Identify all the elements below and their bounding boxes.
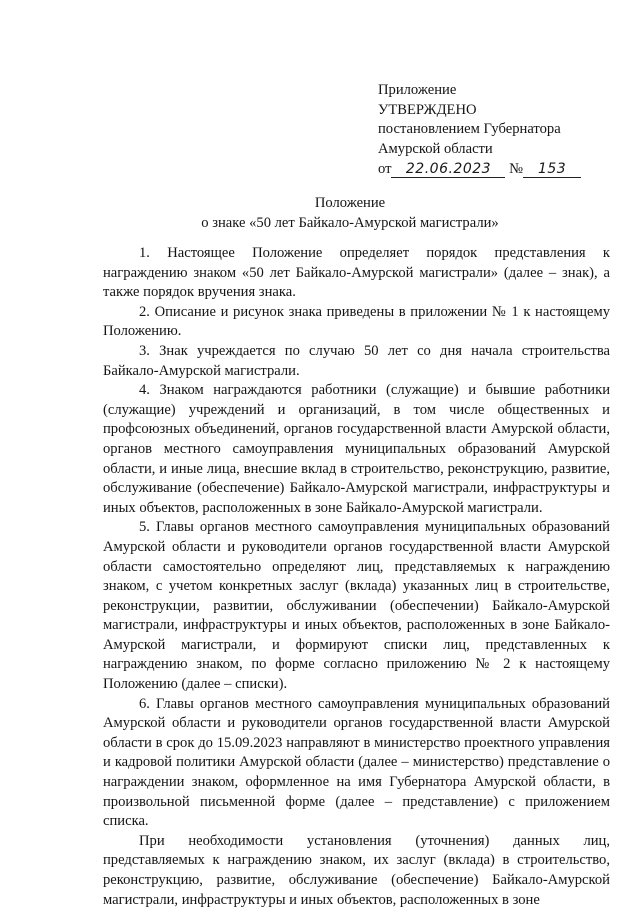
paragraph-1: 1. Настоящее Положение определяет порядок представления к награждению знаком «50 лет Байкало-Амурской магистрали» (далее – знак), а также порядок вручения знака. — [103, 245, 610, 301]
approval-appendix-label: Приложение — [378, 82, 457, 98]
paragraph-6: 6. Главы органов местного самоуправления муниципальных образований Амурской области и руководители органов государственной власти Амурской области в срок до 15.09.2023 направляют в министерство проектного управления и кадровой политики Амурской области (далее – министерство) представление о награждении знаком, оформленное на имя Губернатора Амурской области, в произвольной письменной форме (далее – представление) с приложением списка. — [103, 695, 610, 830]
approval-block — [378, 81, 608, 180]
approval-approved-label: УТВЕРЖДЕНО — [378, 101, 477, 118]
paragraph-2: 2. Описание и рисунок знака приведены в приложении № 1 к настоящему Положению. — [103, 303, 610, 340]
paragraph-5: 5. Главы органов местного самоуправления муниципальных образований Амурской области и руководители органов государственной власти Амурской области самостоятельно определяют лиц, представляемых к награждению знаком, с учетом конкретных заслуг (вклада) указанных лиц в строительстве, реконструкции, развитии, обслуживании (обеспечении) Байкало-Амурской магистрали, инфраструктуры и иных объектов, расположенных в зоне Байкало-Амурской магистрали, и формируют списки лиц, представленных к награждению знаком, по форме согласно приложению № 2 к настоящему Положению (далее – списки). — [103, 519, 610, 693]
title-line-1: Положение — [314, 195, 386, 211]
approval-decree-label: постановлением Губернатора — [378, 121, 561, 138]
handwritten-number: 153 — [523, 162, 581, 178]
paragraph-7: При необходимости установления (уточнения) данных лиц, представляемых к награждению знаком, их заслуг (вклада) в строительство, реконструкцию, развитие, обслуживание (обеспечение) Байкало-Амурской магистрали, инфраструктуры и иных объектов, расположенных в зоне — [103, 832, 610, 908]
paragraph-4: 4. Знаком награждаются работники (служащие) и бывшие работники (служащие) учреждений и организаций, в том числе общественных и профсоюзных объединений, органов государственной власти Амурской области, органов местного самоуправления муниципальных образований Амурской области, и иные лица, внесшие вклад в строительство, реконструкцию, развитие, обслуживание (обеспечение) Байкало-Амурской магистрали, инфраструктуры и иных объектов, расположенных в зоне Байкало-Амурской магистрали. — [103, 382, 610, 516]
date-prefix: от — [378, 160, 392, 177]
title-line-2: о знаке «50 лет Байкало-Амурской магистрали» — [201, 214, 499, 231]
document-body — [103, 244, 610, 910]
handwritten-date: 22.06.2023 — [391, 162, 505, 178]
approval-region-label: Амурской области — [378, 141, 493, 158]
number-prefix: № — [509, 160, 524, 177]
approval-date-line — [378, 160, 608, 180]
paragraph-3: 3. Знак учреждается по случаю 50 лет со дня начала строительства Байкало-Амурской магистрали. — [103, 342, 610, 379]
document-title — [100, 194, 600, 233]
